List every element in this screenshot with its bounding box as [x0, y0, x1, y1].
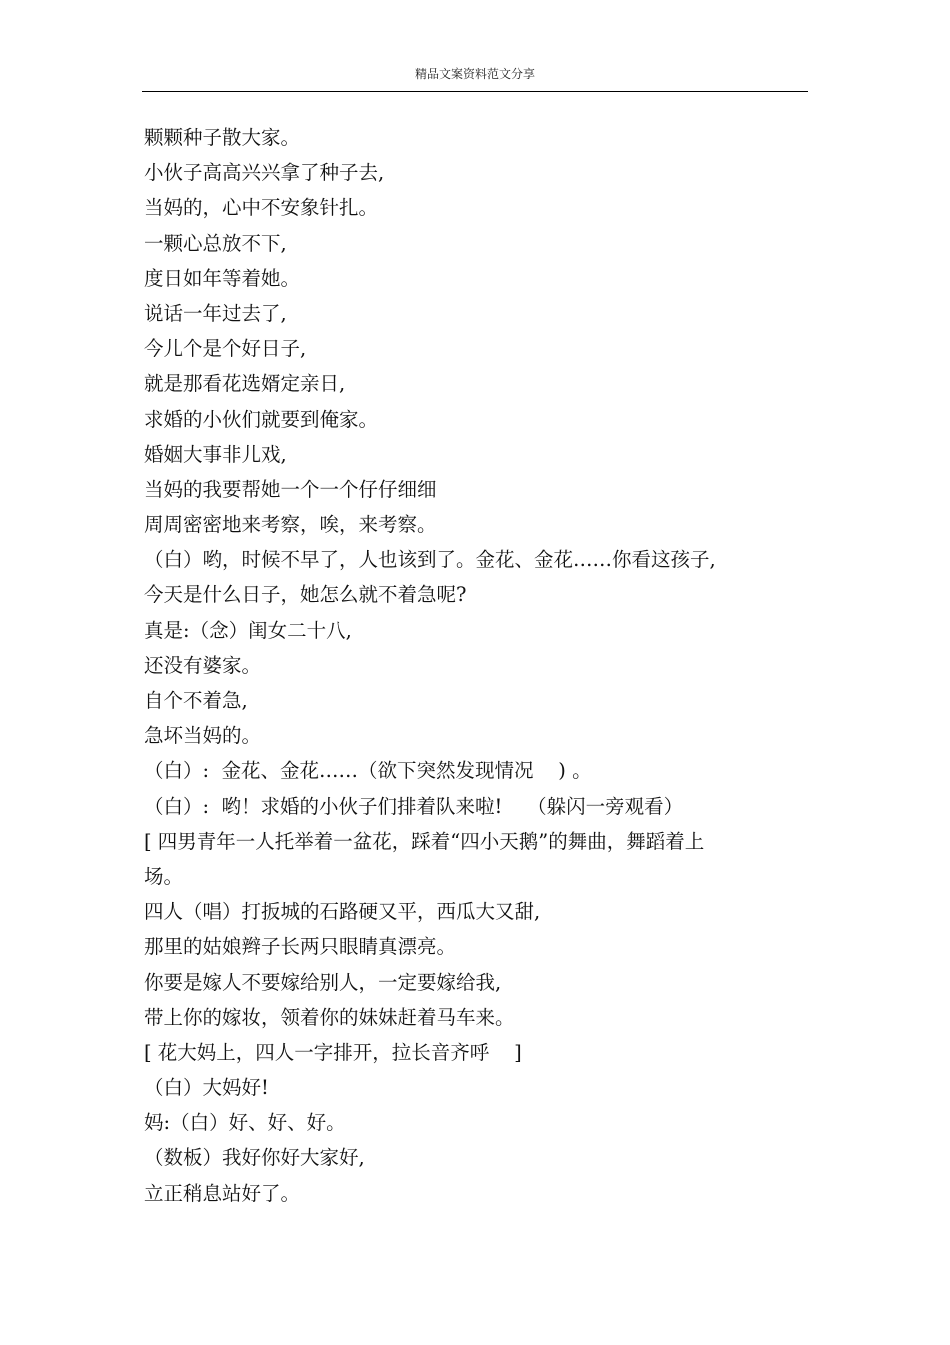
text-line: （数板）我好你好大家好, — [144, 1146, 365, 1170]
text-line: 一颗心总放不下, — [144, 231, 287, 255]
text-line: 那里的姑娘辫子长两只眼睛真漂亮。 — [144, 935, 457, 959]
text-line: 急坏当妈的。 — [144, 724, 262, 748]
text-line: 真是:（念）闺女二十八, — [144, 618, 352, 642]
text-line: 就是那看花选婿定亲日, — [144, 372, 346, 396]
text-line: （白）哟，时候不早了，人也该到了。金花、金花……你看这孩子, — [144, 548, 716, 572]
text-line: 小伙子高高兴兴拿了种子去, — [144, 161, 385, 185]
text-line: （白）大妈好! — [144, 1076, 269, 1100]
text-line: 妈:（白）好、好、好。 — [144, 1111, 346, 1135]
text-line: 今儿个是个好日子, — [144, 337, 307, 361]
text-line: 当妈的我要帮她一个一个仔仔细细 — [144, 477, 437, 501]
text-line: 求婚的小伙们就要到俺家。 — [144, 407, 379, 431]
page-header: 精品文案资料范文分享 — [414, 67, 535, 81]
text-line: （白）: 金花、金花……（欲下突然发现情况 ) 。 — [144, 759, 592, 783]
text-line: 度日如年等着她。 — [144, 266, 301, 290]
header-divider — [142, 91, 808, 92]
text-line: 当妈的，心中不安象针扎。 — [144, 196, 379, 220]
text-line: 四人（唱）打扳城的石路硬又平，西瓜大又甜, — [144, 900, 541, 924]
text-line: 立正稍息站好了。 — [144, 1181, 301, 1205]
text-line: 周周密密地来考察，唉，来考察。 — [144, 513, 437, 537]
text-line: 颗颗种子散大家。 — [144, 126, 301, 149]
text-line: 自个不着急, — [144, 689, 248, 712]
text-line: 场。 — [144, 864, 184, 888]
text-line: 说话一年过去了, — [144, 301, 287, 325]
text-line: 带上你的嫁妆，领着你的妹妹赶着马车来。 — [144, 1005, 515, 1029]
document-body — [144, 120, 774, 1211]
text-line: 你要是嫁人不要嫁给别人，一定要嫁给我, — [144, 970, 502, 994]
text-line: [ 花大妈上，四人一字排开，拉长音齐呼 ] — [144, 1040, 522, 1064]
text-line: [ 四男青年一人托举着一盆花，踩着“四小天鹅”的舞曲，舞蹈着上 — [144, 829, 705, 853]
text-line: 还没有婆家。 — [144, 653, 262, 677]
text-line: 婚姻大事非儿戏, — [144, 442, 287, 466]
text-line: （白）: 哟！求婚的小伙子们排着队来啦! （躲闪一旁观看） — [144, 794, 684, 818]
text-line: 今天是什么日子，她怎么就不着急呢? — [144, 583, 467, 607]
